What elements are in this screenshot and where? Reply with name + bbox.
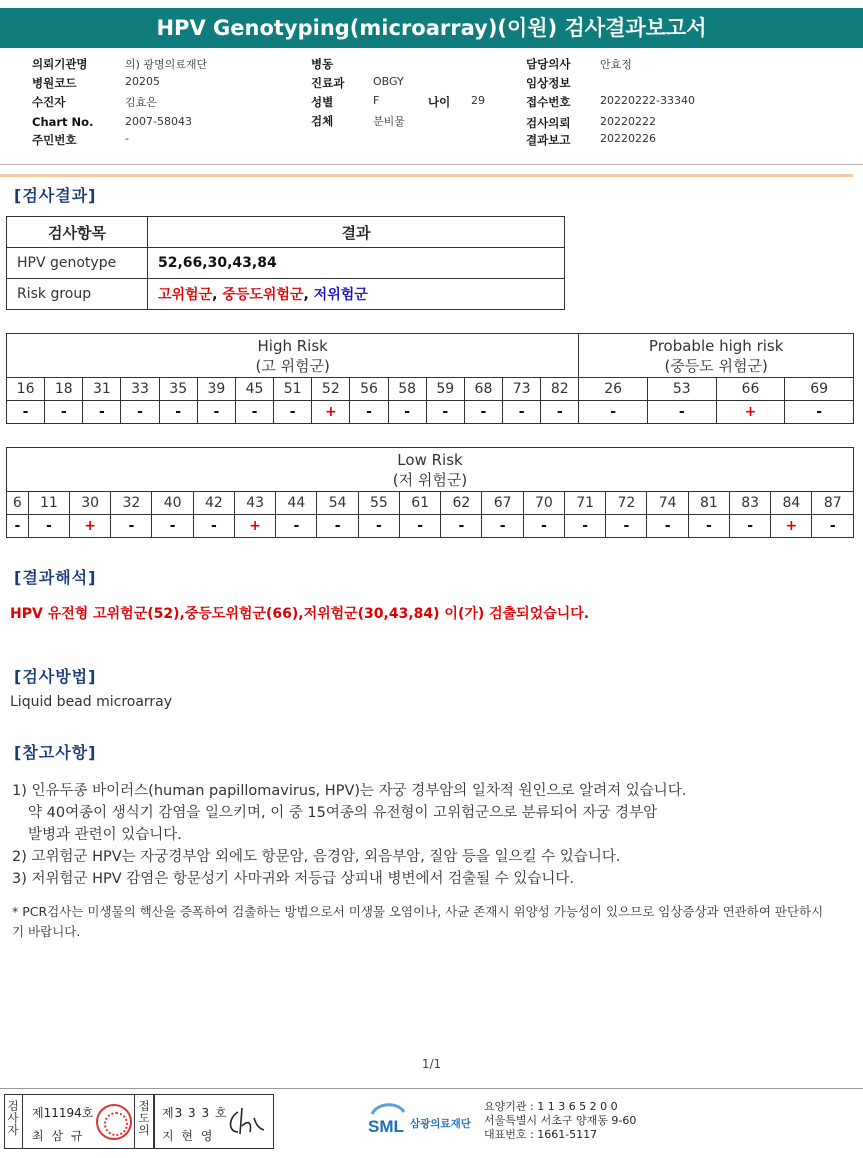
specimen-label: 검체	[311, 114, 334, 128]
inst-value: 의) 광명의료재단	[125, 58, 208, 71]
inspector-number: 제11194호	[32, 1106, 94, 1120]
inspector-seal	[96, 1104, 132, 1140]
hpv-type-cell: 18	[45, 378, 83, 401]
hpv-result-cell: -	[785, 401, 854, 424]
risk-low: 저위험군	[313, 287, 368, 303]
hpv-type-cell: 73	[503, 378, 541, 401]
hpv-type-cell: 58	[388, 378, 426, 401]
inst-label: 의뢰기관명	[32, 57, 88, 71]
hpv-type-cell: 74	[647, 492, 688, 515]
hpv-result-cell: -	[28, 515, 69, 538]
hpv-type-cell: 44	[276, 492, 317, 515]
probable-risk-header	[579, 334, 854, 378]
sml-logo-icon	[366, 1100, 410, 1140]
hpv-type-cell: 43	[234, 492, 275, 515]
sex-label: 성별	[311, 95, 334, 109]
reviewer-signature	[224, 1104, 268, 1140]
hpv-type-cell: 71	[564, 492, 605, 515]
hpv-result-cell: -	[358, 515, 399, 538]
hpv-type-cell: 83	[729, 492, 770, 515]
hpv-type-cell: 32	[111, 492, 152, 515]
high-risk-header	[7, 334, 579, 378]
hpv-type-cell: 33	[121, 378, 159, 401]
request-value: 20220222	[600, 115, 656, 128]
hpv-result-cell: -	[197, 401, 235, 424]
lab-info	[484, 1100, 636, 1142]
hpv-type-cell: 52	[312, 378, 350, 401]
risk-mid: 중등도위험군	[222, 287, 304, 303]
report-label: 결과보고	[526, 133, 571, 147]
reviewer-vertical-label: 접 도 의	[138, 1099, 150, 1137]
divider	[154, 1094, 155, 1149]
hpv-type-cell: 72	[606, 492, 647, 515]
reviewer-number: 제3 3 3 호	[162, 1106, 228, 1120]
sml-logo-text: 삼광의료재단	[410, 1118, 471, 1130]
hpv-result-cell: -	[441, 515, 482, 538]
divider-accent	[0, 174, 853, 177]
genotype-value: 52,66,30,43,84	[148, 248, 565, 279]
lab-phone: 대표번호 : 1661-5117	[484, 1128, 598, 1141]
hpv-type-cell: 61	[399, 492, 440, 515]
result-table	[6, 216, 565, 310]
code-label: 병원코드	[32, 76, 77, 90]
chart-value: 2007-58043	[125, 115, 192, 128]
hpv-result-cell: -	[45, 401, 83, 424]
high-risk-table	[6, 333, 854, 424]
report-title: HPV Genotyping(microarray)(이원) 검사결과보고서	[0, 8, 863, 48]
risk-sep: ,	[212, 287, 223, 303]
hpv-result-cell: -	[399, 515, 440, 538]
hpv-type-cell: 62	[441, 492, 482, 515]
inspector-name: 최 삼 규	[32, 1129, 85, 1143]
result-heading: [검사결과]	[14, 186, 97, 205]
note-2: 2) 고위험군 HPV는 자궁경부암 외에도 항문암, 음경암, 외음부암, 질암 등을 일으킬 수 있습니다.	[12, 849, 621, 865]
hpv-result-cell: -	[7, 515, 29, 538]
hpv-type-cell: 53	[647, 378, 716, 401]
hpv-type-cell: 66	[716, 378, 785, 401]
hpv-result-cell: +	[69, 515, 110, 538]
hpv-result-cell: -	[350, 401, 388, 424]
clinical-label: 임상정보	[526, 76, 571, 90]
patient-info	[0, 56, 863, 166]
hpv-type-cell: 69	[785, 378, 854, 401]
hpv-type-cell: 30	[69, 492, 110, 515]
svg-text:SML: SML	[368, 1117, 404, 1136]
dept-label: 진료과	[311, 76, 345, 90]
hpv-type-cell: 35	[159, 378, 197, 401]
hpv-result-cell: -	[388, 401, 426, 424]
hpv-result-cell: +	[234, 515, 275, 538]
hpv-type-cell: 11	[28, 492, 69, 515]
hpv-result-cell: -	[193, 515, 234, 538]
reviewer-name: 지 현 영	[162, 1129, 215, 1143]
doctor-label: 담당의사	[526, 57, 571, 71]
hpv-result-cell: -	[159, 401, 197, 424]
hpv-result-cell: -	[564, 515, 605, 538]
hpv-result-cell: -	[274, 401, 312, 424]
notes-heading: [참고사항]	[14, 743, 97, 762]
hpv-type-cell: 59	[426, 378, 464, 401]
hpv-result-cell: -	[152, 515, 193, 538]
high-risk-title: High Risk	[257, 336, 328, 355]
hpv-type-cell: 84	[771, 492, 812, 515]
hpv-result-cell: -	[482, 515, 523, 538]
ward-label: 병동	[311, 57, 334, 71]
hpv-result-cell: -	[235, 401, 273, 424]
hpv-result-cell: -	[606, 515, 647, 538]
request-label: 검사의뢰	[526, 116, 571, 130]
probable-risk-subtitle: (중등도 위험군)	[664, 356, 768, 375]
pcr-note: * PCR검사는 미생물의 핵산을 증폭하여 검출하는 방법으로서 미생물 오염이나, 사균 존재시 위양성 가능성이 있으므로 임상증상과 연관하여 판단하시기 바랍니다.	[12, 904, 824, 939]
risk-value	[148, 279, 565, 310]
dept-value: OBGY	[373, 75, 404, 88]
hpv-result-cell: -	[541, 401, 579, 424]
specimen-value: 분비물	[373, 115, 405, 128]
low-risk-subtitle: (저 위험군)	[392, 470, 468, 489]
notes-list	[12, 780, 686, 890]
lab-code: 요양기관 : 1 1 3 6 5 2 0 0	[484, 1100, 618, 1113]
chart-label: Chart No.	[32, 115, 94, 129]
risk-label: Risk group	[7, 279, 148, 310]
interpretation-heading: [결과해석]	[14, 568, 97, 587]
note-1-cont: 약 40여종이 생식기 감염을 일으키며, 이 중 15여종의 유전형이 고위험군으로 분류되어 자궁 경부암	[28, 805, 658, 821]
inspector-vertical-label: 검 사 자	[7, 1099, 19, 1137]
hpv-type-cell: 54	[317, 492, 358, 515]
hpv-result-cell: -	[579, 401, 648, 424]
hpv-type-cell: 56	[350, 378, 388, 401]
interpretation-text: HPV 유전형 고위험군(52),중등도위험군(66),저위험군(30,43,84) 이(가) 검출되었습니다.	[10, 606, 590, 622]
hpv-result-cell: -	[83, 401, 121, 424]
low-risk-header	[7, 448, 854, 492]
hpv-result-cell: -	[426, 401, 464, 424]
hpv-result-cell: -	[523, 515, 564, 538]
hpv-type-cell: 81	[688, 492, 729, 515]
code-value: 20205	[125, 75, 160, 88]
hpv-type-cell: 82	[541, 378, 579, 401]
risk-high: 고위험군	[158, 287, 213, 303]
receipt-value: 20220222-33340	[600, 94, 695, 107]
hpv-result-cell: -	[647, 401, 716, 424]
hpv-type-cell: 26	[579, 378, 648, 401]
hpv-type-cell: 16	[7, 378, 45, 401]
hpv-result-cell: -	[317, 515, 358, 538]
hpv-type-cell: 68	[464, 378, 502, 401]
hpv-result-cell: +	[771, 515, 812, 538]
hpv-type-cell: 70	[523, 492, 564, 515]
col-item-header: 검사항목	[7, 217, 148, 248]
id-value: -	[125, 132, 129, 145]
hpv-type-cell: 87	[812, 492, 854, 515]
col-result-header: 결과	[148, 217, 565, 248]
page-number: 1/1	[421, 1057, 442, 1071]
low-risk-table	[6, 447, 854, 538]
hpv-result-cell: -	[276, 515, 317, 538]
divider	[0, 164, 863, 165]
hpv-type-cell: 45	[235, 378, 273, 401]
hpv-result-cell: -	[729, 515, 770, 538]
footer-divider	[0, 1088, 863, 1089]
age-label: 나이	[428, 95, 451, 109]
receipt-label: 접수번호	[526, 95, 571, 109]
hpv-result-cell: -	[121, 401, 159, 424]
hpv-result-cell: +	[716, 401, 785, 424]
note-3: 3) 저위험군 HPV 감염은 항문성기 사마귀와 저등급 상피내 병변에서 검출될 수 있습니다.	[12, 871, 574, 887]
sml-logo	[366, 1100, 486, 1142]
hpv-type-cell: 67	[482, 492, 523, 515]
hpv-type-cell: 42	[193, 492, 234, 515]
hpv-result-cell: -	[503, 401, 541, 424]
hpv-type-cell: 39	[197, 378, 235, 401]
report-value: 20220226	[600, 132, 656, 145]
id-label: 주민번호	[32, 133, 77, 147]
hpv-result-cell: -	[111, 515, 152, 538]
patient-value: 김효은	[125, 96, 157, 109]
hpv-type-cell: 31	[83, 378, 121, 401]
method-text: Liquid bead microarray	[10, 694, 173, 710]
sex-value: F	[373, 94, 380, 107]
hpv-result-cell: -	[812, 515, 854, 538]
note-1: 1) 인유두종 바이러스(human papillomavirus, HPV)는 자궁 경부암의 일차적 원인으로 알려져 있습니다.	[12, 783, 687, 799]
hpv-result-cell: -	[647, 515, 688, 538]
hpv-result-cell: -	[688, 515, 729, 538]
low-risk-title: Low Risk	[397, 450, 463, 469]
genotype-label: HPV genotype	[7, 248, 148, 279]
hpv-result-cell: -	[7, 401, 45, 424]
doctor-value: 안효정	[600, 58, 632, 71]
high-risk-subtitle: (고 위험군)	[255, 356, 330, 375]
hpv-type-cell: 55	[358, 492, 399, 515]
patient-label: 수진자	[32, 95, 66, 109]
divider	[22, 1094, 23, 1149]
age-value: 29	[471, 94, 485, 107]
hpv-result-cell: -	[464, 401, 502, 424]
lab-address: 서울특별시 서초구 양재동 9-60	[484, 1114, 637, 1127]
hpv-type-cell: 6	[7, 492, 29, 515]
probable-risk-title: Probable high risk	[648, 336, 784, 355]
risk-sep: ,	[303, 287, 314, 303]
hpv-type-cell: 40	[152, 492, 193, 515]
hpv-type-cell: 51	[274, 378, 312, 401]
note-1-cont: 발병과 관련이 있습니다.	[28, 827, 182, 843]
hpv-result-cell: +	[312, 401, 350, 424]
method-heading: [검사방법]	[14, 667, 97, 686]
